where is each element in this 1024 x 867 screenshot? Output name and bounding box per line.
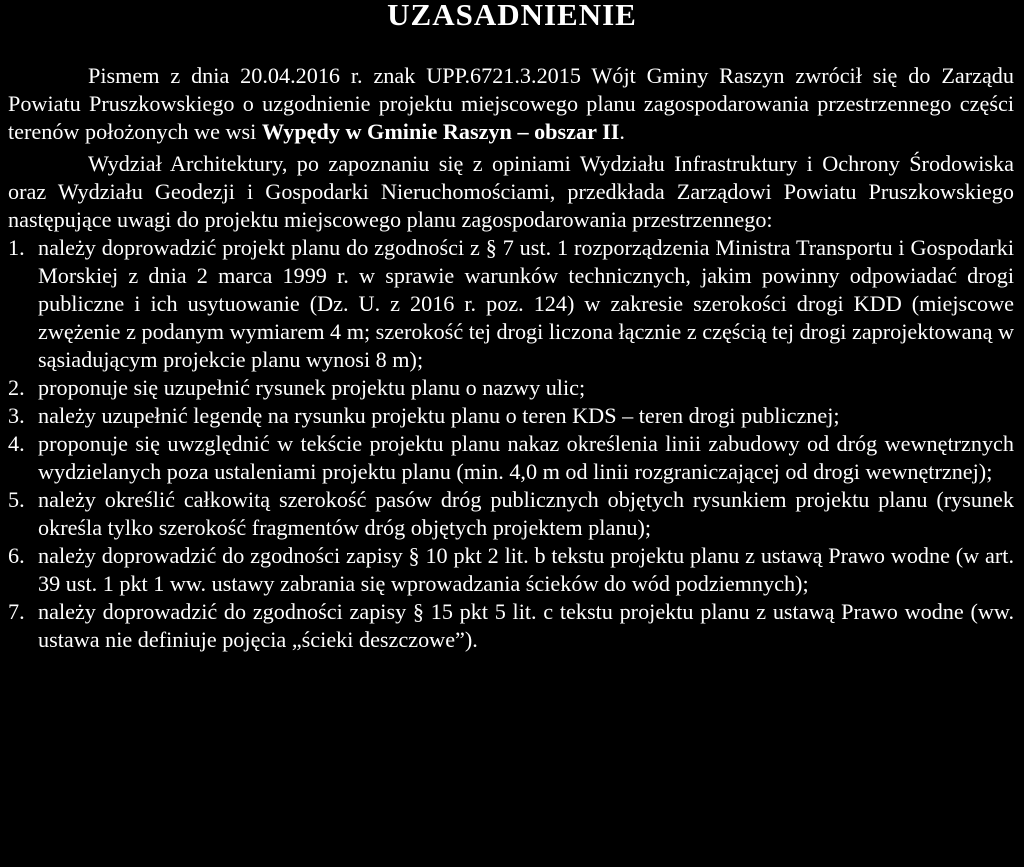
list-item-number: 2.: [8, 375, 25, 400]
paragraph-intro-bold: Wypędy w Gminie Raszyn – obszar II: [261, 119, 620, 144]
list-item-number: 6.: [8, 543, 25, 568]
remarks-list: [8, 234, 1014, 654]
list-item: [8, 598, 1014, 654]
list-item-number: 5.: [8, 487, 25, 512]
list-item: [8, 234, 1014, 374]
list-item-number: 3.: [8, 403, 25, 428]
paragraph-remarks-intro: Wydział Architektury, po zapoznaniu się z opiniami Wydziału Infrastruktury i Ochrony Środowiska oraz Wydziału Geodezji i Gospodarki Nieruchomościami, przedkłada Zarządowi Powiatu Pruszkowskiego następujące uwagi do projektu miejscowego planu zagospodarowania przestrzennego:: [8, 151, 1014, 232]
list-item-text: należy doprowadzić do zgodności zapisy § 15 pkt 5 lit. c tekstu projektu planu z ustawą Prawo wodne (ww. ustawa nie definiuje pojęcia „ścieki deszczowe”).: [38, 599, 1014, 652]
list-item-text: należy doprowadzić projekt planu do zgodności z § 7 ust. 1 rozporządzenia Ministra Transportu i Gospodarki Morskiej z dnia 2 marca 1999 r. w sprawie warunków technicznych, jakim powinny odpowiadać drogi publiczne i ich usytuowanie (Dz. U. z 2016 r. poz. 124) w zakresie szerokości drogi KDD (miejscowe zwężenie z podanym wymiarem 4 m; szerokość tej drogi liczona łącznie z częścią tej drogi zaprojektowaną w sąsiadującym projekcie planu wynosi 8 m);: [38, 235, 1014, 372]
list-item: [8, 374, 1014, 402]
list-item: [8, 542, 1014, 598]
document-title: UZASADNIENIE: [387, 0, 637, 32]
list-item: [8, 402, 1014, 430]
list-item-text: należy określić całkowitą szerokość pasów dróg publicznych objętych rysunkiem projektu planu (rysunek określa tylko szerokość fragmentów dróg objętych projektem planu);: [38, 487, 1014, 540]
paragraph-intro-text: Pismem z dnia 20.04.2016 r. znak UPP.6721.3.2015 Wójt Gminy Raszyn zwrócił się do Zarządu Powiatu Pruszkowskiego o uzgodnienie projektu miejscowego planu zagospodarowania przestrzennego części terenów położonych we wsi: [8, 63, 1014, 144]
list-item: [8, 486, 1014, 542]
list-item-text: proponuje się uwzględnić w tekście projektu planu nakaz określenia linii zabudowy od dróg wewnętrznych wydzielanych poza ustaleniami projektu planu (min. 4,0 m od linii rozgraniczającej od drogi wewnętrznej);: [38, 431, 1014, 484]
list-item-number: 4.: [8, 431, 25, 456]
paragraph-intro-end: .: [619, 119, 625, 144]
list-item-number: 7.: [8, 599, 25, 624]
document-body: [8, 62, 1014, 654]
paragraph-intro: [8, 62, 1014, 146]
list-item-number: 1.: [8, 235, 25, 260]
list-item-text: należy doprowadzić do zgodności zapisy § 10 pkt 2 lit. b tekstu projektu planu z ustawą Prawo wodne (w art. 39 ust. 1 pkt 1 ww. ustawy zabrania się wprowadzania ścieków do wód podziemnych);: [38, 543, 1014, 596]
list-item: [8, 430, 1014, 486]
list-item-text: należy uzupełnić legendę na rysunku projektu planu o teren KDS – teren drogi publicznej;: [38, 403, 840, 428]
list-item-text: proponuje się uzupełnić rysunek projektu planu o nazwy ulic;: [38, 375, 586, 400]
